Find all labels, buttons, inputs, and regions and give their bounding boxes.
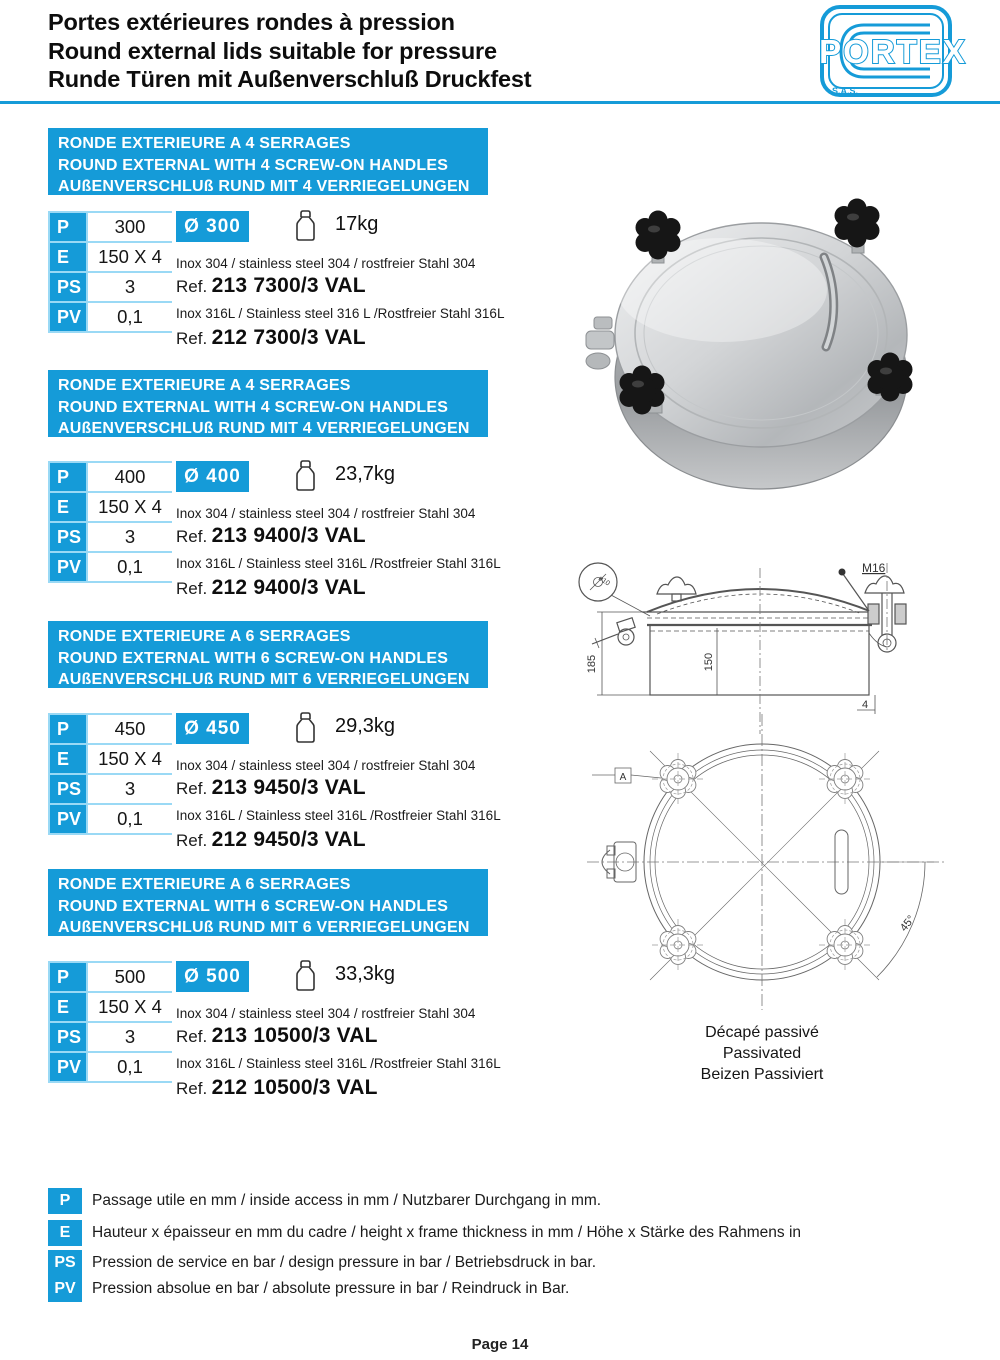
header-line-fr: RONDE EXTERIEURE A 4 SERRAGES bbox=[58, 377, 351, 394]
spec-value: 500 bbox=[88, 963, 172, 991]
ref-304-line bbox=[176, 776, 521, 800]
screw-assembly-right bbox=[865, 563, 906, 652]
spec-key: P bbox=[50, 213, 86, 241]
ref-label: Ref. bbox=[176, 579, 208, 598]
page-title bbox=[48, 8, 531, 94]
ref-316-number: 212 10500/3 VAL bbox=[211, 1076, 378, 1099]
weight-value: 17kg bbox=[335, 213, 379, 235]
spec-key: P bbox=[50, 463, 86, 491]
ref-label: Ref. bbox=[176, 1027, 208, 1046]
ref-label: Ref. bbox=[176, 779, 208, 798]
ref-304-number: 213 9400/3 VAL bbox=[211, 524, 366, 547]
spec-key: PV bbox=[50, 553, 86, 581]
legend-text-p: Passage utile en mm / inside access in mm / Nutzbarer Durchgang in mm. bbox=[92, 1192, 602, 1209]
spec-table-1 bbox=[48, 211, 172, 333]
datum-label-a: A bbox=[619, 772, 627, 783]
caption-line-en: Passivated bbox=[722, 1045, 802, 1062]
ref-label: Ref. bbox=[176, 831, 208, 850]
product-info-1 bbox=[176, 211, 521, 350]
weight-icon bbox=[293, 711, 318, 745]
spec-value: 0,1 bbox=[88, 1053, 172, 1081]
product-info-2 bbox=[176, 461, 521, 600]
spec-value: 0,1 bbox=[88, 805, 172, 833]
legend-badge-ps: PS bbox=[48, 1250, 82, 1276]
spec-key: PV bbox=[50, 805, 86, 833]
detail-hole-label: ø10 bbox=[596, 574, 611, 588]
header-line-de: AUßENVERSCHLUß RUND MIT 6 VERRIEGELUNGEN bbox=[58, 919, 470, 936]
spec-key: E bbox=[50, 993, 86, 1021]
lid-hinge bbox=[586, 317, 614, 369]
diameter-badge: Ø 400 bbox=[176, 461, 249, 492]
title-line-fr: Portes extérieures rondes à pression bbox=[48, 9, 455, 35]
ref-label: Ref. bbox=[176, 329, 208, 348]
product-info-3 bbox=[176, 713, 521, 852]
dim-label-m16: M16 bbox=[862, 561, 886, 575]
logo-suffix-text: S.A.S. bbox=[832, 86, 859, 96]
title-line-de: Runde Türen mit Außenverschluß Druckfest bbox=[48, 66, 532, 92]
material-304-text: Inox 304 / stainless steel 304 / rostfreier Stahl 304 bbox=[176, 506, 476, 521]
header-line-de: AUßENVERSCHLUß RUND MIT 4 VERRIEGELUNGEN bbox=[58, 420, 470, 437]
ref-304-line bbox=[176, 524, 521, 548]
dim-label-4: 4 bbox=[862, 699, 869, 711]
header-line-en: ROUND EXTERNAL WITH 4 SCREW-ON HANDLES bbox=[58, 398, 449, 416]
legend-badge-e: E bbox=[48, 1220, 82, 1246]
spec-table-4 bbox=[48, 961, 172, 1083]
header-line-de: AUßENVERSCHLUß RUND MIT 6 VERRIEGELUNGEN bbox=[58, 671, 470, 688]
caption-line-fr: Décapé passivé bbox=[705, 1024, 819, 1041]
spec-value: 150 X 4 bbox=[88, 993, 172, 1021]
material-304-text: Inox 304 / stainless steel 304 / rostfreier Stahl 304 bbox=[176, 1006, 476, 1021]
legend-text-ps: Pression de service en bar / design pressure in bar / Betriebsdruck in bar. bbox=[92, 1254, 597, 1271]
product-header-3 bbox=[48, 621, 488, 688]
product-header-2 bbox=[48, 370, 488, 437]
material-316-text: Inox 316L / Stainless steel 316 L /Rostfreier Stahl 316L bbox=[176, 306, 505, 321]
spec-value: 300 bbox=[88, 213, 172, 241]
product-header-1 bbox=[48, 128, 488, 195]
diameter-badge: Ø 300 bbox=[176, 211, 249, 242]
header-divider bbox=[0, 101, 1000, 104]
ref-label: Ref. bbox=[176, 527, 208, 546]
ref-316-number: 212 9450/3 VAL bbox=[211, 828, 366, 851]
ref-316-number: 212 7300/3 VAL bbox=[211, 326, 366, 349]
legend-badge-pv: PV bbox=[48, 1276, 82, 1302]
weight-icon bbox=[293, 459, 318, 493]
header-line-fr: RONDE EXTERIEURE A 4 SERRAGES bbox=[58, 135, 351, 152]
passivation-caption bbox=[637, 1022, 887, 1085]
spec-value: 150 X 4 bbox=[88, 493, 172, 521]
top-view-drawing bbox=[562, 712, 1000, 1014]
spec-table-2 bbox=[48, 461, 172, 583]
diameter-badge: Ø 450 bbox=[176, 713, 249, 744]
spec-value: 0,1 bbox=[88, 553, 172, 581]
material-304-text: Inox 304 / stainless steel 304 / rostfreier Stahl 304 bbox=[176, 256, 476, 271]
dim-label-185: 185 bbox=[586, 654, 598, 674]
weight-icon bbox=[293, 959, 318, 993]
legend-text-pv: Pression absolue en bar / absolute pressure in bar / Reindruck in Bar. bbox=[92, 1280, 570, 1297]
ref-304-number: 213 9450/3 VAL bbox=[211, 776, 366, 799]
material-304-text: Inox 304 / stainless steel 304 / rostfreier Stahl 304 bbox=[176, 758, 476, 773]
caption-line-de: Beizen Passiviert bbox=[700, 1066, 824, 1083]
spec-key: E bbox=[50, 243, 86, 271]
spec-value: 3 bbox=[88, 273, 172, 301]
diameter-badge: Ø 500 bbox=[176, 961, 249, 992]
material-316-text: Inox 316L / Stainless steel 316L /Rostfreier Stahl 316L bbox=[176, 556, 501, 571]
dim-label-150: 150 bbox=[703, 652, 715, 672]
ref-304-line bbox=[176, 274, 521, 298]
ref-304-number: 213 7300/3 VAL bbox=[211, 274, 366, 297]
page-number: Page 14 bbox=[471, 1336, 529, 1353]
weight-value: 23,7kg bbox=[335, 463, 396, 485]
spec-value: 400 bbox=[88, 463, 172, 491]
material-316-text: Inox 316L / Stainless steel 316L /Rostfreier Stahl 316L bbox=[176, 808, 501, 823]
spec-value: 3 bbox=[88, 523, 172, 551]
spec-key: PV bbox=[50, 303, 86, 331]
header-line-fr: RONDE EXTERIEURE A 6 SERRAGES bbox=[58, 628, 351, 645]
spec-key: PS bbox=[50, 523, 86, 551]
ref-316-line bbox=[176, 576, 521, 600]
spec-key: E bbox=[50, 745, 86, 773]
material-316-text: Inox 316L / Stainless steel 316L /Rostfreier Stahl 316L bbox=[176, 1056, 501, 1071]
logo-brand-text: PORTEX bbox=[819, 33, 967, 70]
angle-label-45: 45° bbox=[897, 913, 918, 934]
weight-value: 29,3kg bbox=[335, 715, 396, 737]
spec-value: 3 bbox=[88, 775, 172, 803]
ref-label: Ref. bbox=[176, 277, 208, 296]
ref-316-number: 212 9400/3 VAL bbox=[211, 576, 366, 599]
product-header-4 bbox=[48, 869, 488, 936]
hinge-detail bbox=[592, 618, 635, 648]
portex-logo bbox=[798, 2, 988, 102]
spec-value: 0,1 bbox=[88, 303, 172, 331]
legend-text-e: Hauteur x épaisseur en mm du cadre / height x frame thickness in mm / Höhe x Stärke des Rahmens in bbox=[92, 1224, 802, 1241]
weight-icon bbox=[293, 209, 318, 243]
product-photo bbox=[572, 185, 1000, 517]
ref-304-number: 213 10500/3 VAL bbox=[211, 1024, 378, 1047]
header-line-en: ROUND EXTERNAL WITH 6 SCREW-ON HANDLES bbox=[58, 897, 449, 915]
legend-badge-p: P bbox=[48, 1188, 82, 1214]
ref-316-line bbox=[176, 1076, 521, 1100]
spec-key: PV bbox=[50, 1053, 86, 1081]
title-line-en: Round external lids suitable for pressure bbox=[48, 37, 497, 64]
header-line-fr: RONDE EXTERIEURE A 6 SERRAGES bbox=[58, 876, 351, 893]
ref-304-line bbox=[176, 1024, 521, 1048]
spec-key: PS bbox=[50, 775, 86, 803]
product-info-4 bbox=[176, 961, 521, 1100]
ref-316-line bbox=[176, 326, 521, 350]
spec-key: PS bbox=[50, 273, 86, 301]
spec-table-3 bbox=[48, 713, 172, 835]
weight-value: 33,3kg bbox=[335, 963, 396, 985]
header-line-en: ROUND EXTERNAL WITH 4 SCREW-ON HANDLES bbox=[58, 156, 449, 174]
header-line-en: ROUND EXTERNAL WITH 6 SCREW-ON HANDLES bbox=[58, 649, 449, 667]
ref-label: Ref. bbox=[176, 1079, 208, 1098]
spec-value: 3 bbox=[88, 1023, 172, 1051]
spec-key: P bbox=[50, 963, 86, 991]
spec-key: PS bbox=[50, 1023, 86, 1051]
ref-316-line bbox=[176, 828, 521, 852]
spec-value: 450 bbox=[88, 715, 172, 743]
header-line-de: AUßENVERSCHLUß RUND MIT 4 VERRIEGELUNGEN bbox=[58, 178, 470, 195]
spec-value: 150 X 4 bbox=[88, 745, 172, 773]
spec-value: 150 X 4 bbox=[88, 243, 172, 271]
spec-key: E bbox=[50, 493, 86, 521]
spec-key: P bbox=[50, 715, 86, 743]
